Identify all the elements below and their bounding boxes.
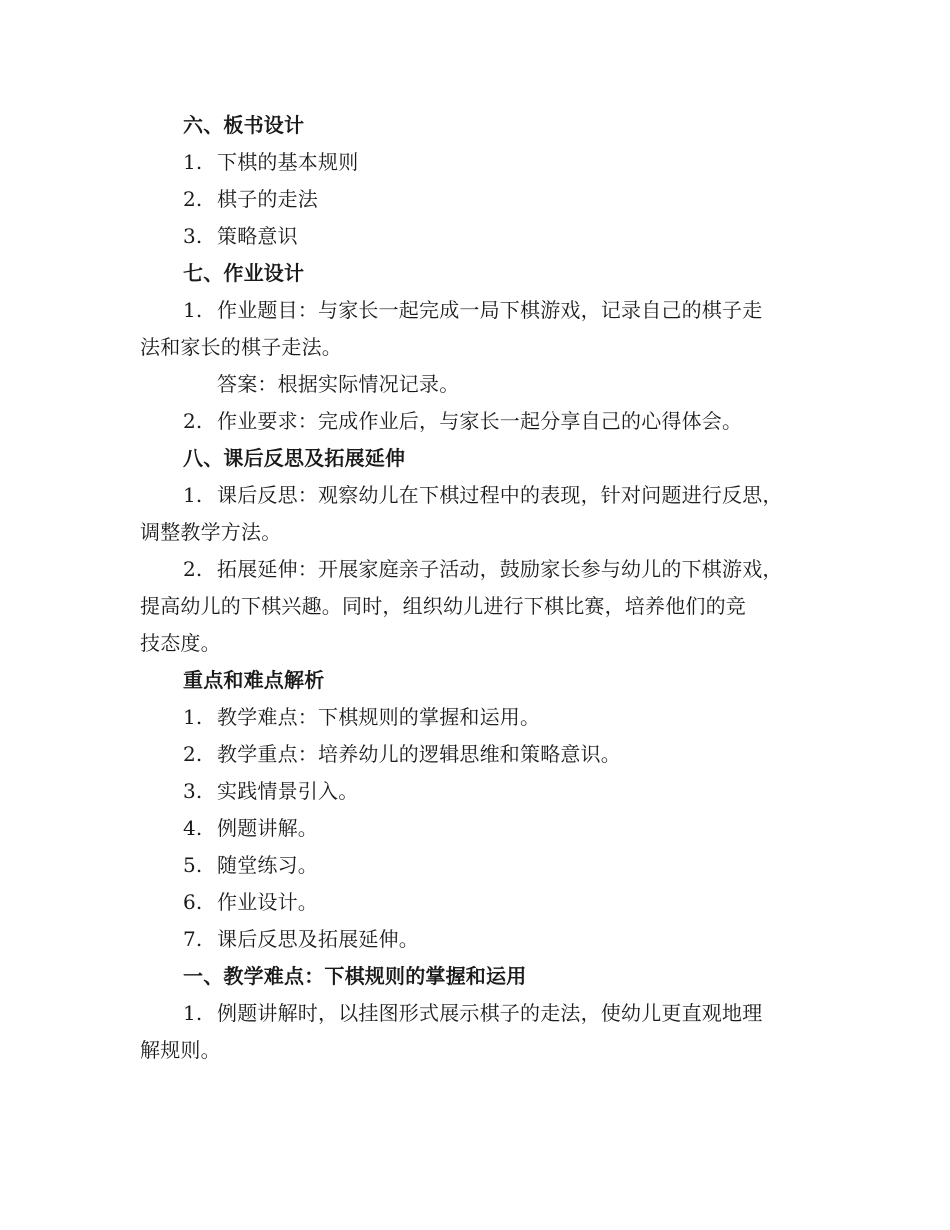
section-heading-homework-design: 七、作业设计 xyxy=(183,261,305,285)
list-item: 2. 棋子的走法 xyxy=(183,187,318,211)
list-item: 3. 策略意识 xyxy=(183,224,298,248)
list-item: 7. 课后反思及拓展延伸。 xyxy=(183,927,419,951)
list-item: 4. 例题讲解。 xyxy=(183,816,318,840)
section-heading-reflection: 八、课后反思及拓展延伸 xyxy=(183,446,406,470)
paragraph-continuation: 调整教学方法。 xyxy=(140,520,282,544)
paragraph-continuation: 解规则。 xyxy=(140,1038,221,1062)
list-item: 1. 下棋的基本规则 xyxy=(183,150,359,174)
list-item: 1. 例题讲解时，以挂图形式展示棋子的走法，使幼儿更直观地理 xyxy=(183,1001,763,1025)
list-item: 1. 教学难点：下棋规则的掌握和运用。 xyxy=(183,705,541,729)
section-heading-board-design: 六、板书设计 xyxy=(183,113,305,137)
list-item: 5. 随堂练习。 xyxy=(183,853,318,877)
list-item: 2. 作业要求：完成作业后，与家长一起分享自己的心得体会。 xyxy=(183,409,743,433)
document-body xyxy=(140,107,820,1069)
list-item: 3. 实践情景引入。 xyxy=(183,779,359,803)
section-heading-key-points: 重点和难点解析 xyxy=(183,668,325,692)
paragraph-continuation: 提高幼儿的下棋兴趣。同时，组织幼儿进行下棋比赛，培养他们的竞 xyxy=(140,594,746,618)
list-item: 6. 作业设计。 xyxy=(183,890,318,914)
section-heading-teaching-difficulty: 一、教学难点：下棋规则的掌握和运用 xyxy=(183,964,527,988)
list-item: 1. 作业题目：与家长一起完成一局下棋游戏，记录自己的棋子走 xyxy=(183,298,763,322)
list-item: 2. 教学重点：培养幼儿的逻辑思维和策略意识。 xyxy=(183,742,621,766)
list-item: 2. 拓展延伸：开展家庭亲子活动，鼓励家长参与幼儿的下棋游戏， xyxy=(183,557,783,581)
paragraph-continuation: 技态度。 xyxy=(140,631,221,655)
list-item: 1. 课后反思：观察幼儿在下棋过程中的表现，针对问题进行反思， xyxy=(183,483,783,507)
answer-line: 答案：根据实际情况记录。 xyxy=(217,372,460,396)
paragraph-continuation: 法和家长的棋子走法。 xyxy=(140,335,342,359)
